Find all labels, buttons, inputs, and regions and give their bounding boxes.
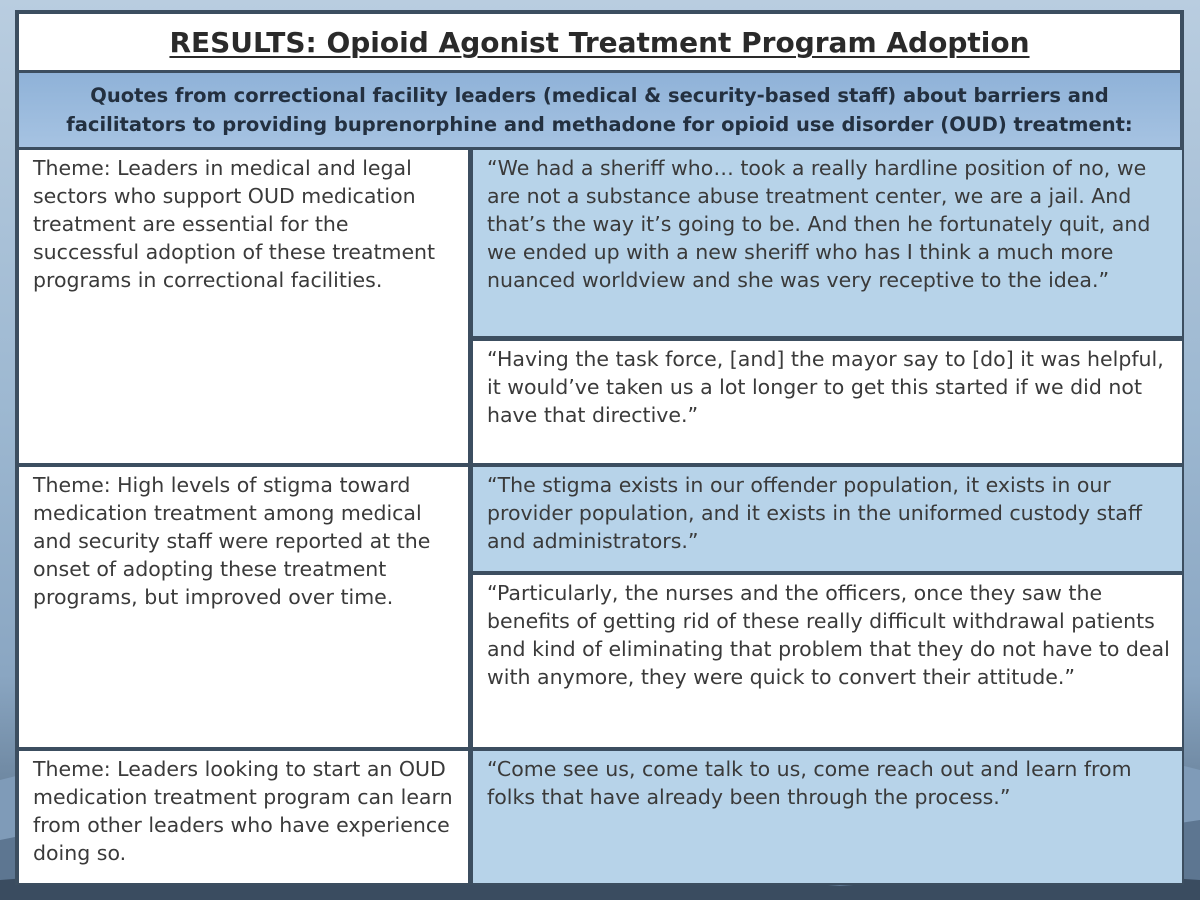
results-panel [15, 10, 1184, 885]
quote-cell-3a: “Come see us, come talk to us, come reach out and learn from folks that have already been through the process.” [473, 751, 1182, 883]
quote-cell-2b: “Particularly, the nurses and the officers, once they saw the benefits of getting rid of these really difficult withdrawal patients and kind of eliminating that problem that they do not have to deal with anymore, they were quick to convert their attitude.” [473, 575, 1182, 747]
quote-cell-1b: “Having the task force, [and] the mayor say to [do] it was helpful, it would’ve taken us a lot longer to get this started if we did not have that directive.” [473, 341, 1182, 463]
page-title-bar [19, 14, 1180, 70]
subtitle-bar [19, 73, 1180, 147]
theme-cell-2: Theme: High levels of stigma toward medication treatment among medical and security staff were reported at the onset of adopting these treatment programs, but improved over time. [19, 467, 468, 747]
page-title: RESULTS: Opioid Agonist Treatment Program Adoption [169, 25, 1030, 59]
quote-cell-1a: “We had a sheriff who… took a really hardline position of no, we are not a substance abuse treatment center, we are a jail. And that’s the way it’s going to be. And then he fortunately quit, and we ended up with a new sheriff who has I think a much more nuanced worldview and she was very receptive to the idea.” [473, 150, 1182, 336]
theme-cell-1: Theme: Leaders in medical and legal sectors who support OUD medication treatment are essential for the successful adoption of these treatment programs in correctional facilities. [19, 150, 468, 463]
page-subtitle: Quotes from correctional facility leaders (medical & security-based staff) about barriers and facilitators to providing buprenorphine and methadone for opioid use disorder (OUD) treatment: [66, 84, 1133, 136]
quote-cell-2a: “The stigma exists in our offender population, it exists in our provider population, and it exists in the uniformed custody staff and administrators.” [473, 467, 1182, 571]
theme-cell-3: Theme: Leaders looking to start an OUD medication treatment program can learn from other leaders who have experience doing so. [19, 751, 468, 883]
